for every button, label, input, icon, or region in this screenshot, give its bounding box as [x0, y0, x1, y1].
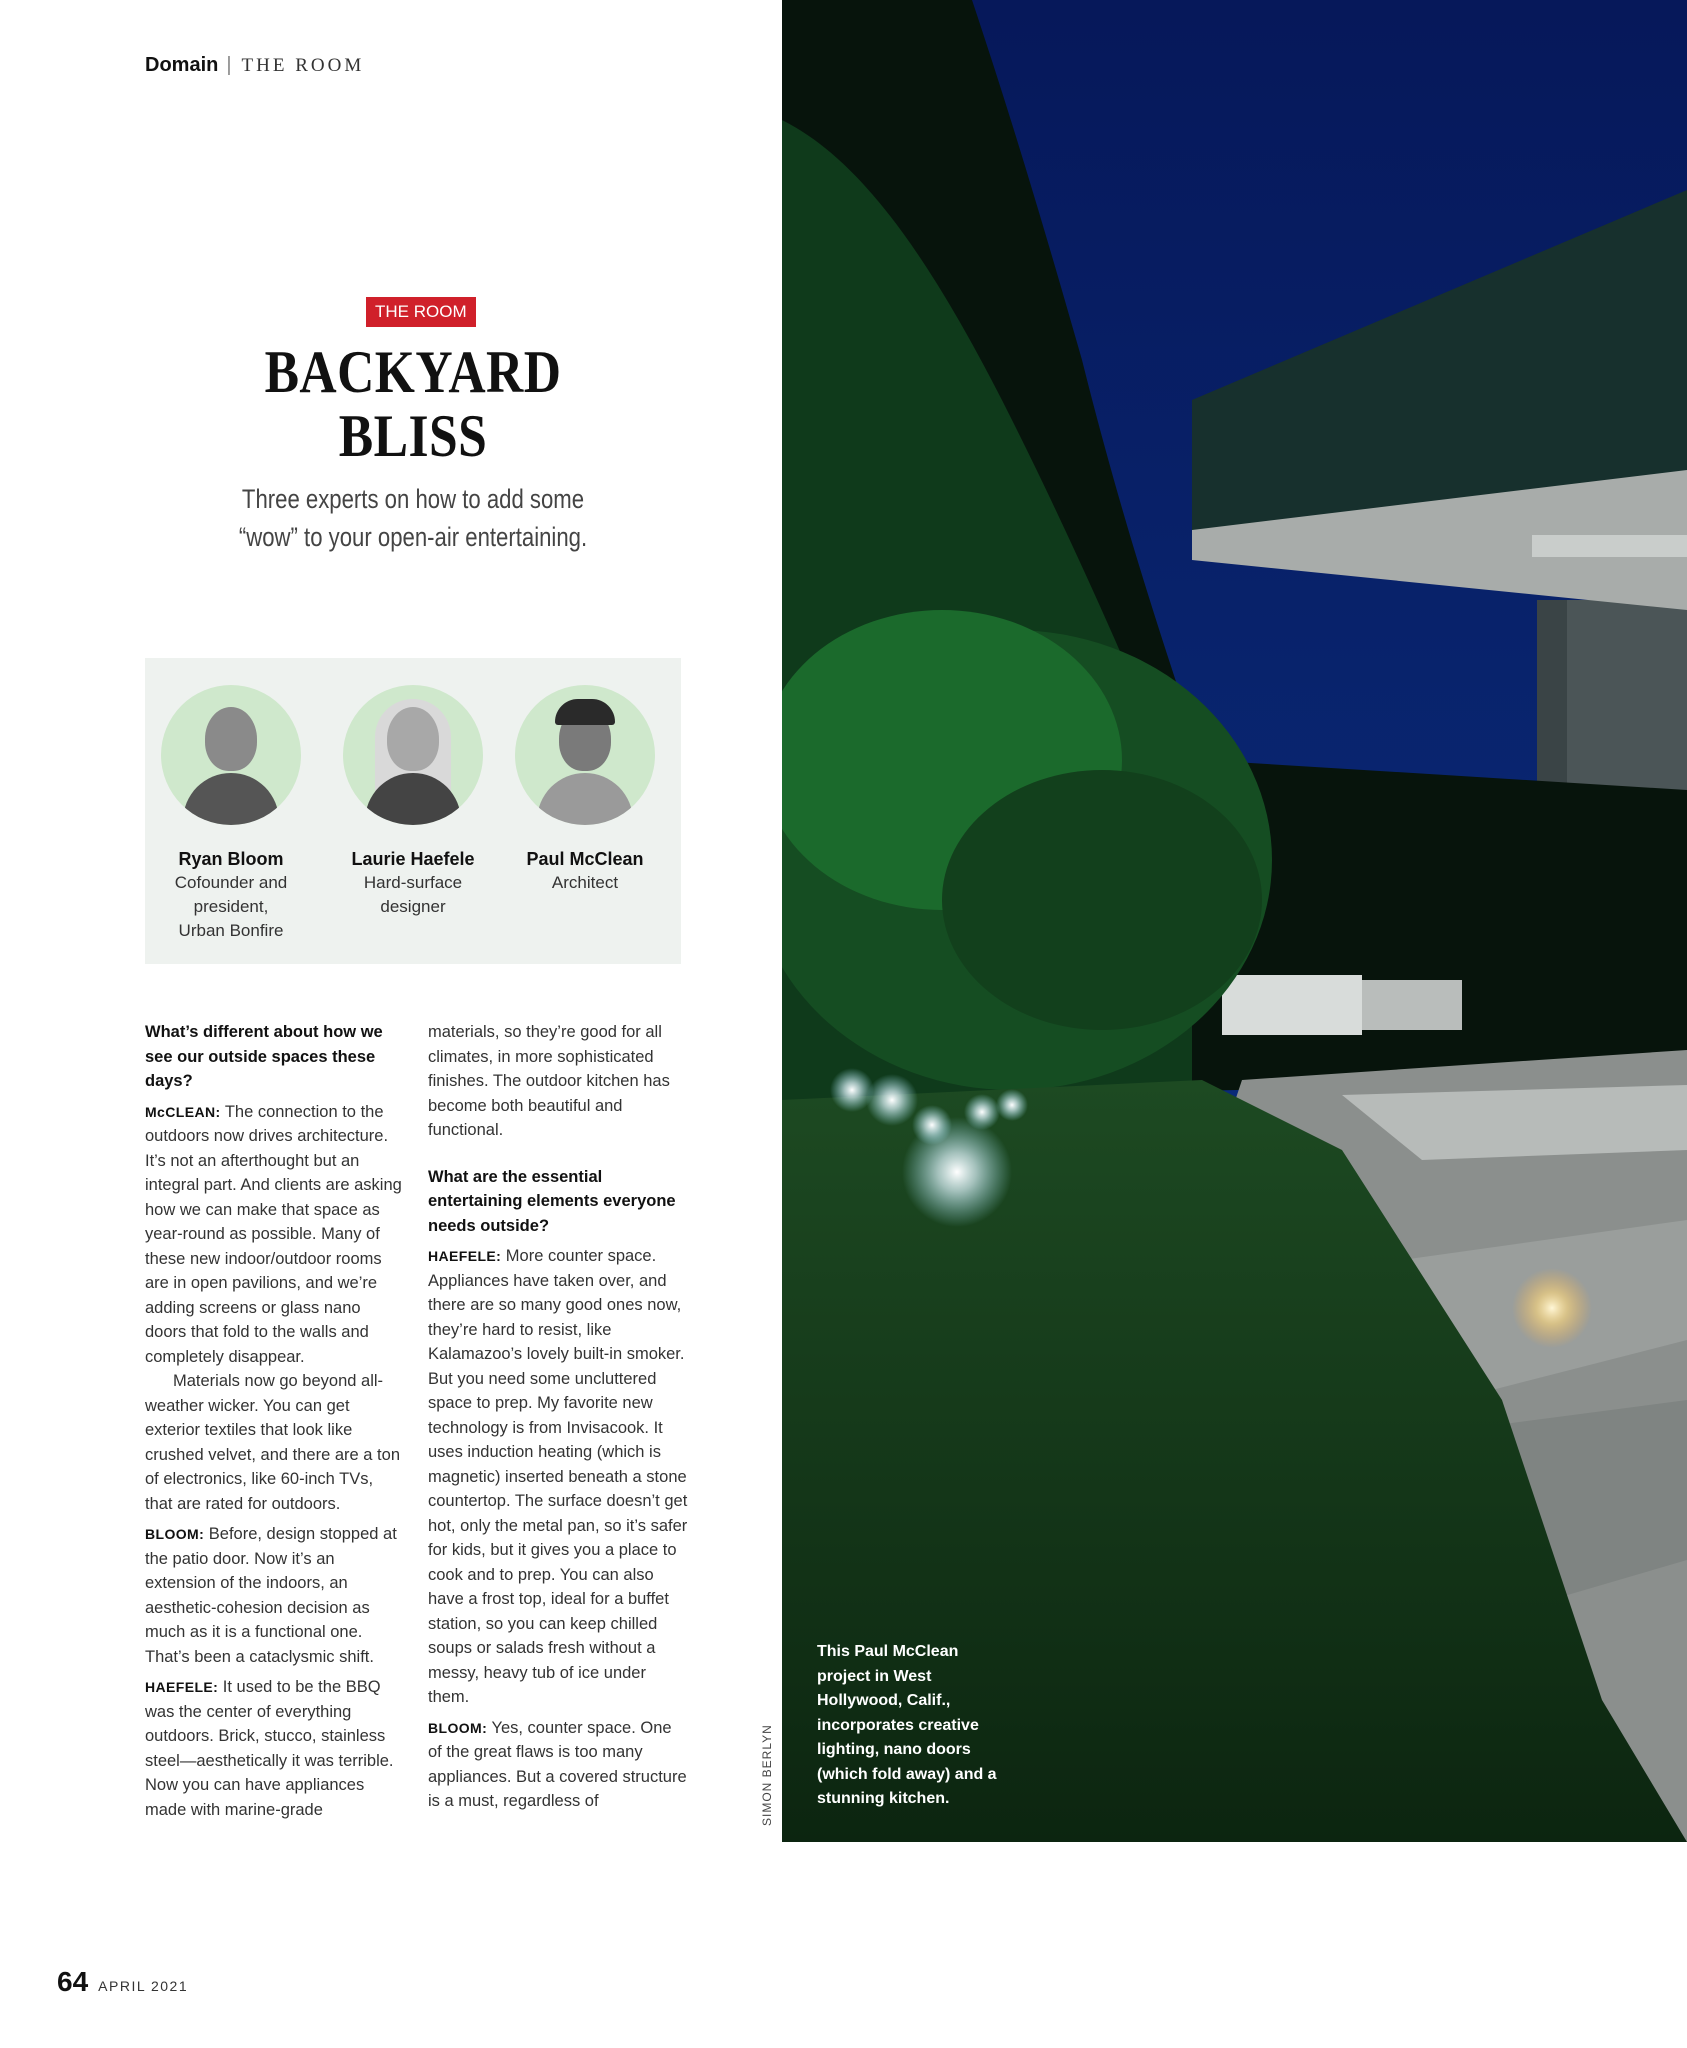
expert-role: Hard-surface designer: [363, 873, 463, 916]
expert-role: Architect: [551, 873, 619, 892]
expert-name: Laurie Haefele: [351, 849, 475, 869]
answer-text: Before, design stopped at the patio door. Now it’s an extension of the indoors, an aesthetic-cohesion decision as much as it is a functional one. That’s been a cataclysmic shift.: [145, 1525, 397, 1666]
title-line-2: BLISS: [338, 403, 488, 469]
answer-text: It used to be the BBQ was the center of everything outdoors. Brick, stucco, stainless steel—aesthetically it was terrible. Now you can have appliances made with marine-grade: [145, 1678, 394, 1819]
answer-paragraph: [145, 1522, 405, 1669]
backyard-night-photo: [782, 0, 1687, 1842]
article-column-1: [145, 1020, 405, 1822]
answer-text: More counter space. Appliances have taken over, and there are so many good ones now, they’re hard to resist, like Kalamazoo’s lovely built-in smoker. But you need some uncluttered space to prep. My favorite new technology is from Invisacook. It uses induction heating (which is magnetic) inserted beneath a stone countertop. The surface doesn’t get hot, only the metal pan, so it’s safer for kids, but it gives you a place to cook and to prep. You can also have a frost top, ideal for a buffet station, so you can keep chilled soups or salads fresh without a messy, heavy tub of ice under them.: [428, 1247, 688, 1706]
answer-paragraph: [428, 1244, 688, 1710]
section-label: THE ROOM: [241, 55, 365, 76]
answer-paragraph: [145, 1675, 405, 1822]
speaker-label: HAEFELE:: [428, 1248, 502, 1264]
answer-text: Yes, counter space. One of the great flaws is too many appliances. But a covered structure is a must, regardless of: [428, 1718, 687, 1810]
running-header: [145, 54, 364, 77]
expert-role: Cofounder and president, Urban Bonfire: [174, 873, 288, 940]
answer-paragraph: [428, 1716, 688, 1814]
avatar: [343, 685, 483, 825]
title-line-1: BACKYARD: [264, 339, 562, 405]
speaker-label: BLOOM:: [428, 1719, 488, 1736]
expert-paul-mcclean: [499, 685, 671, 895]
article-title: [183, 340, 644, 468]
speaker-label: HAEFELE:: [145, 1679, 219, 1695]
answer-paragraph: Materials now go beyond all-weather wicker. You can get exterior textiles that look like crushed velvet, and there are a ton of electronics, like 60-inch TVs, that are rated for outdoors.: [145, 1372, 400, 1513]
article-dek: [193, 480, 633, 556]
feature-photo: [782, 0, 1687, 1842]
question-heading: What are the essential entertaining elements everyone needs outside?: [428, 1167, 676, 1235]
photo-caption: This Paul McClean project in West Hollywood, Calif., incorporates creative lighting, nano doors (which fold away) and a stunning kitchen.: [817, 1643, 997, 1807]
answer-paragraph: [145, 1100, 405, 1370]
kicker-badge: THE ROOM: [366, 297, 476, 327]
dek-line-1: Three experts on how to add some: [241, 484, 585, 514]
dek-line-2: “wow” to your open-air entertaining.: [238, 522, 588, 552]
avatar: [515, 685, 655, 825]
article-column-2: [428, 1020, 688, 1814]
answer-paragraph: materials, so they’re good for all climates, in more sophisticated finishes. The outdoor kitchen has become both beautiful and functional.: [428, 1023, 670, 1139]
expert-name: Ryan Bloom: [178, 849, 284, 869]
experts-panel: [145, 658, 681, 964]
avatar: [161, 685, 301, 825]
brand-label: Domain: [145, 54, 219, 76]
page-number: 64: [57, 1966, 89, 1997]
expert-ryan-bloom: [145, 685, 317, 943]
speaker-label: BLOOM:: [145, 1526, 205, 1542]
answer-text: The connection to the outdoors now drives architecture. It’s not an afterthought but an integral part. And clients are asking how we can make that space as year-round as possible. Many of these new indoor/outdoor rooms are in open pavilions, and we’re adding screens or glass nano doors that fold to the walls and completely disappear.: [145, 1102, 402, 1366]
header-separator: |: [226, 54, 232, 76]
speaker-label: McCLEAN:: [145, 1103, 221, 1120]
expert-name: Paul McClean: [526, 849, 644, 869]
page-folio: [57, 1966, 188, 1998]
question-heading: What’s different about how we see our outside spaces these days?: [145, 1023, 383, 1090]
expert-laurie-haefele: [327, 685, 499, 919]
issue-date: APRIL 2021: [98, 1978, 189, 1994]
photo-credit: SIMON BERLYN: [760, 1724, 774, 1826]
